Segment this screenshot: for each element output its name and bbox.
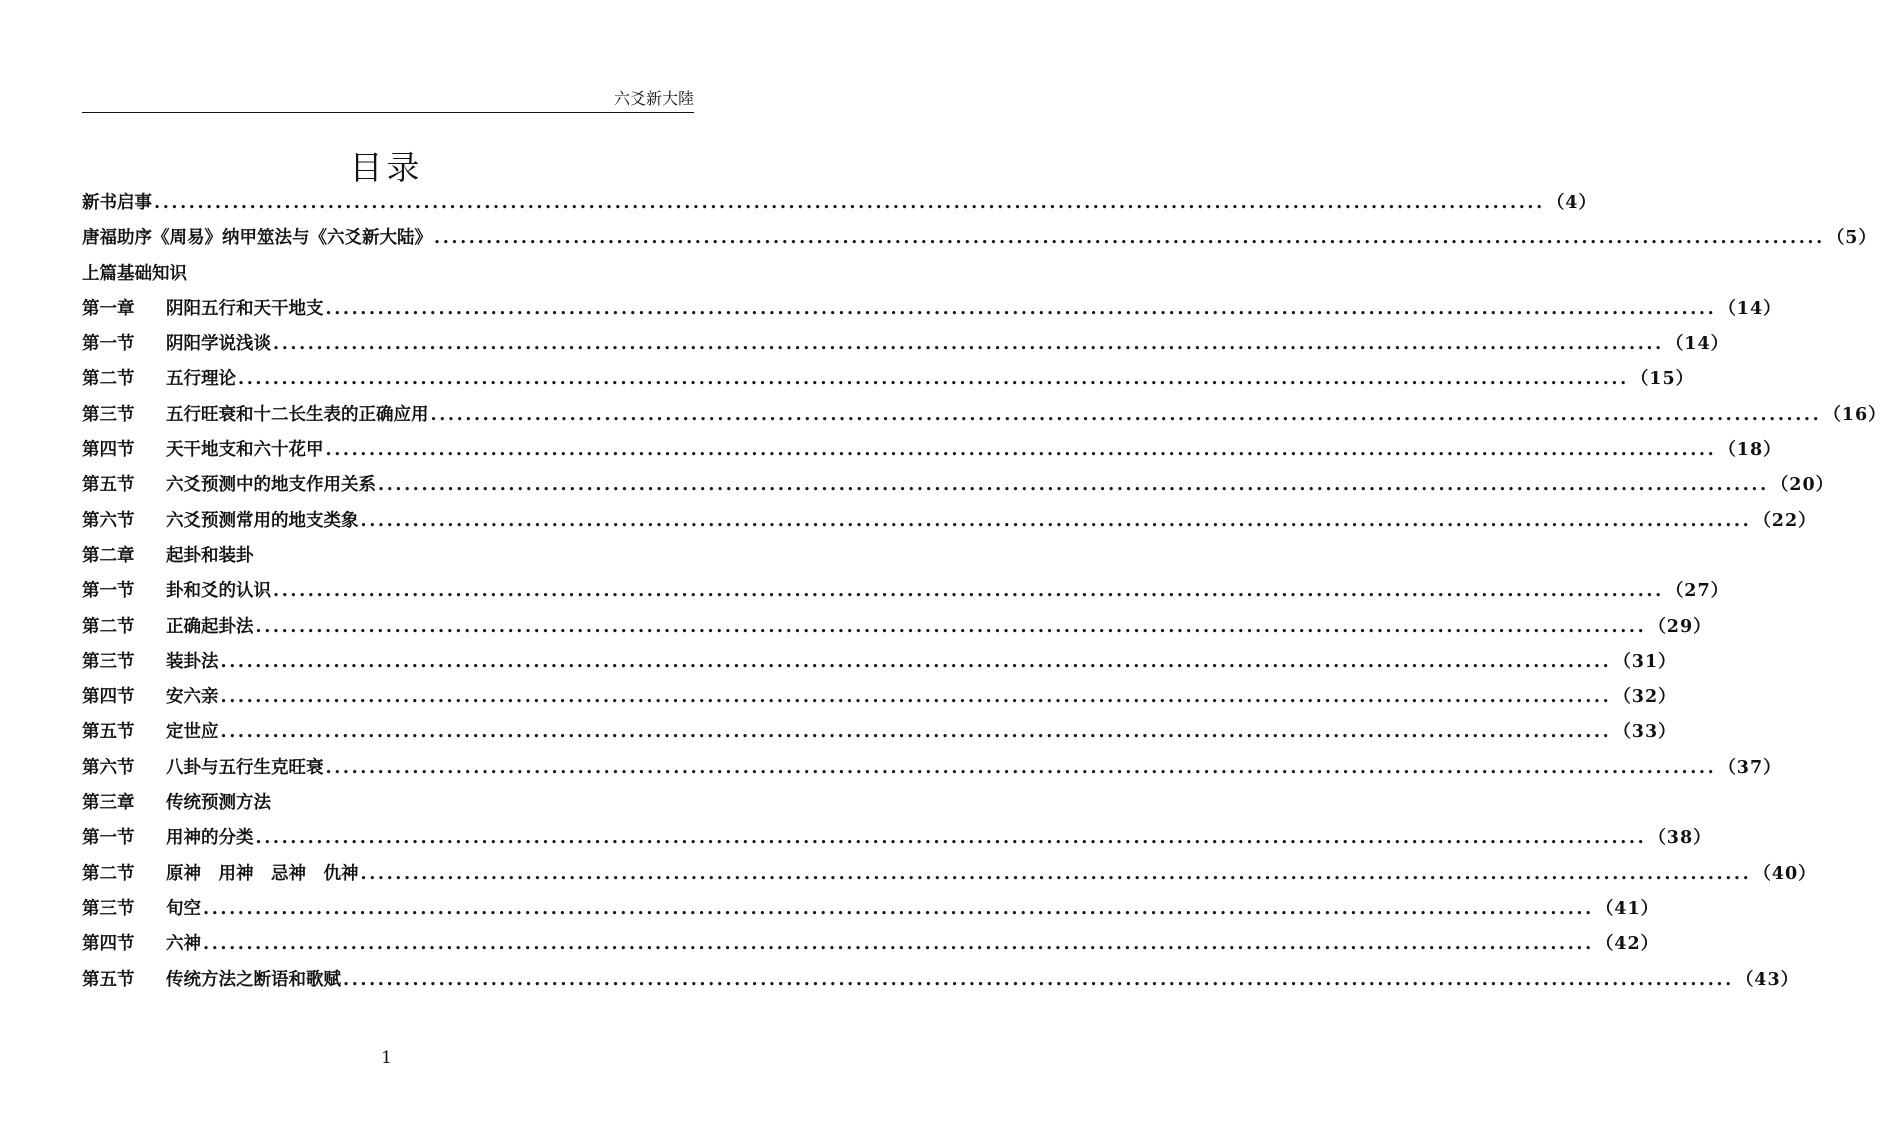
toc-entry-page: （43） <box>1735 969 1800 990</box>
toc-entry-label <box>82 327 271 362</box>
toc-dot-leader: ................................................................................................................................................................ <box>378 475 1769 496</box>
toc-entry-title: 旬空 <box>166 898 201 919</box>
toc-entry <box>82 362 1695 397</box>
toc-entry-number: 第六节 <box>82 757 135 778</box>
toc-entry-number: 第四节 <box>82 934 135 955</box>
toc-entry <box>82 504 1817 539</box>
toc-entry-page: （14） <box>1665 334 1730 355</box>
toc-entry-title: 五行旺衰和十二长生表的正确应用 <box>166 404 429 425</box>
toc-entry-title: 六神 <box>166 934 201 955</box>
toc-entry-page: （42） <box>1595 934 1660 955</box>
toc-entry-page: （20） <box>1770 475 1835 496</box>
toc-dot-leader: ................................................................................................................................................................ <box>325 757 1717 778</box>
toc-entry-number: 第五节 <box>82 475 135 496</box>
running-header: 六爻新大陸 <box>613 89 694 108</box>
toc-entry-label <box>82 645 219 680</box>
toc-entry-title: 新书启事 <box>82 193 152 213</box>
toc-entry-page: （40） <box>1753 863 1817 884</box>
toc-entry-page: （16） <box>1823 404 1887 425</box>
toc-entry-title: 起卦和装卦 <box>166 545 254 566</box>
toc-entry <box>82 327 1730 362</box>
toc-entry-label <box>82 715 219 750</box>
toc-dot-leader: ................................................................................................................................................................ <box>220 722 1612 743</box>
toc-entry-page: （38） <box>1648 828 1712 849</box>
toc-entry-label <box>82 468 376 503</box>
toc-entry-number: 第四节 <box>82 440 135 461</box>
toc-entry-title: 唐福助序《周易》纳甲筮法与《六爻新大陆》 <box>82 228 432 249</box>
toc-entry <box>82 574 1730 609</box>
toc-dot-leader: ................................................................................................................................................................ <box>325 440 1717 461</box>
toc-entry <box>82 292 1782 327</box>
toc-entry-page: （37） <box>1718 757 1782 778</box>
toc-entry-label <box>82 857 359 892</box>
toc-dot-leader: ................................................................................................................................................................ <box>360 510 1752 531</box>
toc-entry-label <box>82 786 271 821</box>
toc-entry-number: 第一章 <box>82 298 135 319</box>
toc-entry-number: 第二节 <box>82 863 135 884</box>
toc-entry <box>82 433 1782 468</box>
toc-entry <box>82 468 1835 503</box>
toc-entry-label <box>82 610 254 645</box>
toc-entry-page: （22） <box>1753 510 1817 531</box>
header-rule <box>82 112 694 113</box>
toc-entry-page: （27） <box>1665 581 1730 602</box>
page-title: 目录 <box>349 148 424 187</box>
toc-entry-label <box>82 398 429 433</box>
toc-entry-label <box>82 362 236 397</box>
toc-entry-label <box>82 574 271 609</box>
toc-entry-label <box>82 751 324 786</box>
toc-entry-label <box>82 963 341 998</box>
toc-dot-leader: ................................................................................................................................................................ <box>430 404 1822 425</box>
toc-entry-title: 定世应 <box>166 722 219 743</box>
toc-entry-page: （29） <box>1648 616 1712 637</box>
toc-entry-number: 第一节 <box>82 581 135 602</box>
toc-entry-number: 第二章 <box>82 545 135 566</box>
toc-entry-page: （5） <box>1826 228 1877 249</box>
page-number: 1 <box>381 1048 392 1068</box>
toc-entry-page: （4） <box>1546 193 1597 213</box>
toc-entry <box>82 398 1887 433</box>
toc-entry-title: 传统预测方法 <box>166 793 271 814</box>
toc-entry-label <box>82 821 254 856</box>
toc-entry-title: 上篇基础知识 <box>82 263 187 284</box>
toc-entry-page: （15） <box>1630 369 1695 390</box>
table-of-contents <box>82 186 1887 998</box>
toc-entry-title: 卦和爻的认识 <box>166 581 271 602</box>
toc-entry <box>82 610 1712 645</box>
toc-entry-label <box>82 504 359 539</box>
toc-dot-leader: ................................................................................................................................................................ <box>255 616 1647 637</box>
toc-dot-leader: ................................................................................................................................................................ <box>203 898 1594 919</box>
toc-entry <box>82 892 1660 927</box>
toc-dot-leader: ................................................................................................................................................................ <box>154 193 1545 213</box>
toc-entry-number: 第六节 <box>82 510 135 531</box>
toc-dot-leader: ................................................................................................................................................................ <box>360 863 1752 884</box>
toc-dot-leader: ................................................................................................................................................................ <box>273 334 1664 355</box>
toc-entry-label <box>82 186 152 221</box>
toc-entry-title: 六爻预测中的地支作用关系 <box>166 475 376 496</box>
toc-entry-number: 第一节 <box>82 334 135 355</box>
toc-entry <box>82 680 1677 715</box>
toc-entry-title: 用神的分类 <box>166 828 254 849</box>
toc-dot-leader: ................................................................................................................................................................ <box>255 828 1647 849</box>
toc-entry-title: 传统方法之断语和歌赋 <box>166 969 341 990</box>
toc-entry-label <box>82 292 324 327</box>
toc-entry <box>82 539 672 574</box>
toc-entry <box>82 786 672 821</box>
toc-dot-leader: ................................................................................................................................................................ <box>325 298 1717 319</box>
toc-entry-label <box>82 927 201 962</box>
toc-entry-page: （41） <box>1595 898 1660 919</box>
toc-entry-label <box>82 680 219 715</box>
toc-entry-title: 五行理论 <box>166 369 236 390</box>
toc-dot-leader: ................................................................................................................................................................ <box>343 969 1734 990</box>
toc-entry-page: （14） <box>1718 298 1782 319</box>
toc-entry <box>82 186 1597 221</box>
toc-entry-page: （18） <box>1718 440 1782 461</box>
toc-entry-number: 第三节 <box>82 404 135 425</box>
toc-entry <box>82 715 1677 750</box>
toc-entry-label <box>82 221 432 256</box>
toc-entry-number: 第二节 <box>82 616 135 637</box>
toc-entry <box>82 963 1800 998</box>
toc-entry-page: （33） <box>1613 722 1677 743</box>
toc-entry <box>82 927 1660 962</box>
toc-entry-number: 第五节 <box>82 969 135 990</box>
toc-entry-number: 第三章 <box>82 793 135 814</box>
toc-entry <box>82 751 1782 786</box>
toc-entry <box>82 821 1712 856</box>
toc-entry-number: 第四节 <box>82 687 135 708</box>
toc-entry-label <box>82 539 254 574</box>
toc-entry <box>82 257 672 292</box>
toc-entry-label <box>82 257 187 292</box>
toc-entry-number: 第三节 <box>82 898 135 919</box>
toc-entry-title: 阴阳学说浅谈 <box>166 334 271 355</box>
toc-entry-title: 正确起卦法 <box>166 616 254 637</box>
toc-entry-label <box>82 433 324 468</box>
toc-entry <box>82 857 1817 892</box>
toc-entry-title: 天干地支和六十花甲 <box>166 440 324 461</box>
toc-dot-leader: ................................................................................................................................................................ <box>434 228 1825 249</box>
toc-entry-title: 装卦法 <box>166 651 219 672</box>
toc-entry-number: 第五节 <box>82 722 135 743</box>
toc-entry-label <box>82 892 201 927</box>
toc-entry-number: 第二节 <box>82 369 135 390</box>
toc-entry-page: （31） <box>1613 651 1677 672</box>
toc-entry-title: 阴阳五行和天干地支 <box>166 298 324 319</box>
toc-dot-leader: ................................................................................................................................................................ <box>273 581 1664 602</box>
toc-dot-leader: ................................................................................................................................................................ <box>238 369 1629 390</box>
toc-entry-title: 原神 用神 忌神 仇神 <box>166 863 359 884</box>
toc-dot-leader: ................................................................................................................................................................ <box>220 687 1612 708</box>
toc-entry <box>82 221 1877 256</box>
toc-dot-leader: ................................................................................................................................................................ <box>203 934 1594 955</box>
toc-entry <box>82 645 1677 680</box>
toc-dot-leader: ................................................................................................................................................................ <box>220 651 1612 672</box>
toc-entry-title: 八卦与五行生克旺衰 <box>166 757 324 778</box>
toc-entry-title: 六爻预测常用的地支类象 <box>166 510 359 531</box>
toc-entry-number: 第三节 <box>82 651 135 672</box>
toc-entry-page: （32） <box>1613 687 1677 708</box>
toc-entry-number: 第一节 <box>82 828 135 849</box>
toc-entry-title: 安六亲 <box>166 687 219 708</box>
